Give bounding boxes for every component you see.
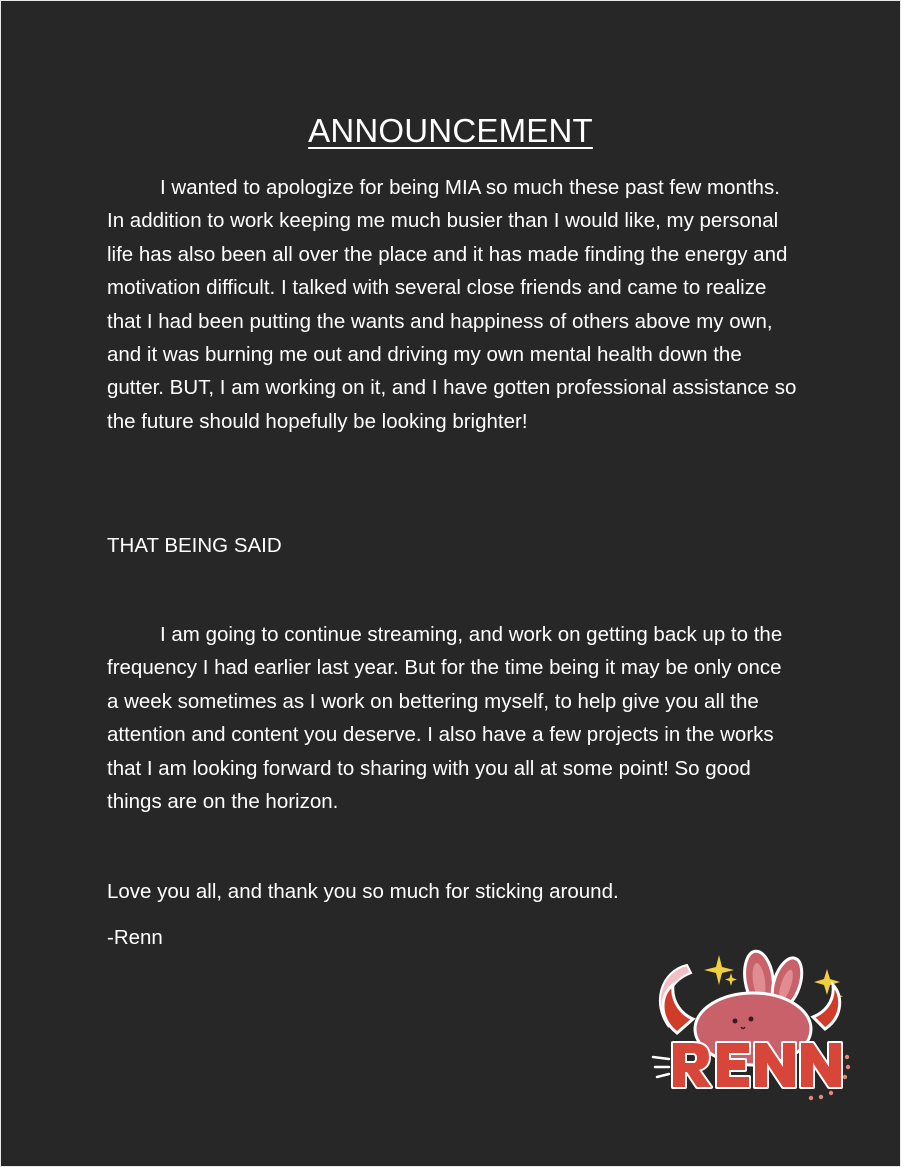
- signature: -Renn: [107, 926, 163, 949]
- paragraph-apology: I wanted to apologize for being MIA so much these past few months. In addition to work keeping me much busier than I would like, my personal life has also been all over the place and it has made finding the energy and motivation difficult. I talked with several close friends and came to realize that I had been putting the wants and happiness of others above my own, and it was burning me out and driving my own mental health down the gutter. BUT, I am working on it, and I have gotten professional assistance so the future should hopefully be looking brighter!: [107, 176, 797, 433]
- paragraph-streaming-plans: I am going to continue streaming, and work on getting back up to the frequency I had earlier last year. But for the time being it may be only once a week sometimes as I work on bettering myself, to help give you all the attention and content you deserve. I also have a few projects in the works that I am looking forward to sharing with you all at some point! So good things are on the horizon.: [107, 623, 783, 814]
- renn-lettering: [673, 1043, 841, 1087]
- closing-line: Love you all, and thank you so much for sticking around.: [107, 880, 619, 903]
- renn-logo-icon: [647, 947, 861, 1107]
- motion-lines: [653, 1057, 669, 1077]
- document-page: [1, 1, 900, 1166]
- section-heading: THAT BEING SAID: [107, 534, 282, 557]
- page-title: ANNOUNCEMENT: [308, 112, 593, 149]
